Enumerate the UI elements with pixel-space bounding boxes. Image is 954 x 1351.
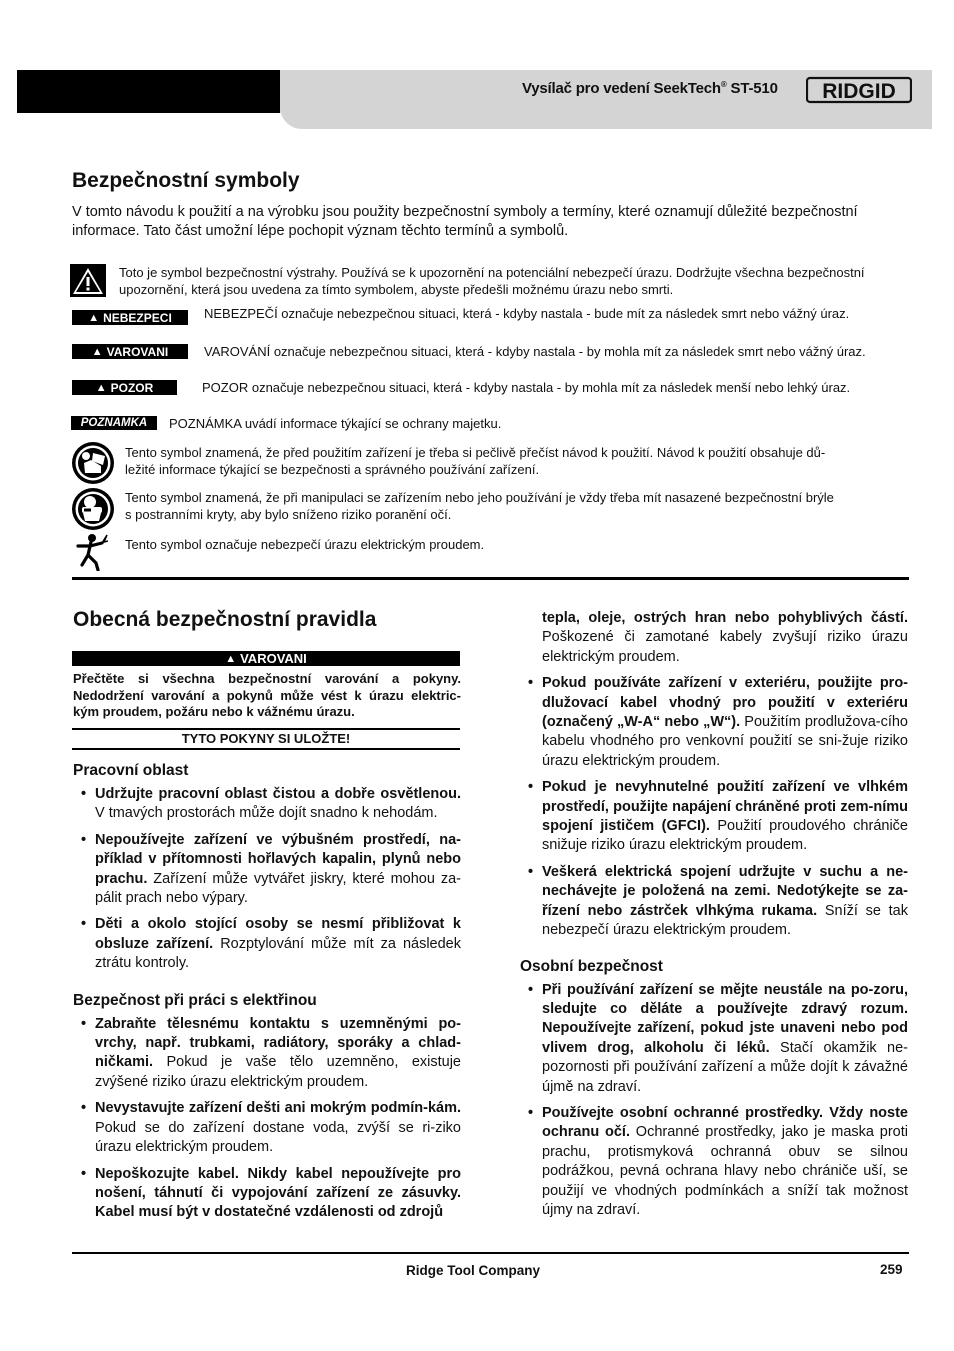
manual-description: Tento symbol znamená, že před použitím zařízení je třeba si pečlivě přečíst návod k použití. Návod k použití obsahuje dů- ležité informace týkající se bezpečnosti a správného používání zařízení. [125,445,826,477]
footer-company: Ridge Tool Company [406,1263,540,1278]
electric-shock-icon [72,533,108,576]
personal-safety-heading: Osobní bezpečnost [520,957,663,975]
section-title-symbols: Bezpečnostní symboly [72,169,300,192]
section-divider [72,577,909,580]
header-title: Vysílač pro vedení SeekTech® ST-510 [522,80,778,97]
intro-line-1: V tomto návodu k použití a na výrobku jsou použity bezpečnostní symboly a termíny, které oznamují důležité bezpečnostní [72,204,858,220]
warning-triangle-icon: ▲ [225,652,237,665]
list-item: • Nepoškozujte kabel. Nikdy kabel nepoužívejte pro nošení, táhnutí či vypojování zařízení ze zásuvky. Kabel musí být v dostatečné vzdálenosti od zdrojů [73,1165,461,1223]
personal-safety-list [520,981,908,1221]
warning-signal-label: ▲ VAROVANI [72,344,188,359]
right-column [520,609,908,1220]
keep-rule-top [72,728,460,730]
logo-text: RIDGID [822,80,896,103]
page-number: 259 [880,1262,903,1277]
warning-triangle-icon: ▲ [91,345,103,358]
danger-signal-label: ▲ NEBEZPECI [72,310,188,325]
header-black-bar [17,70,280,113]
glasses-description: Tento symbol znamená, že při manipulaci se zařízením nebo jeho používání je vždy třeba mít nasazené bezpečnostní brýle s postranními kryty, aby bylo sníženo riziko poranění očí. [125,490,834,522]
shock-description: Tento symbol označuje nebezpečí úrazu elektrickým proudem. [125,537,485,552]
list-item: • Zabraňte tělesnému kontaktu s uzemněnými po-vrchy, např. trubkami, radiátory, sporáky a chlad-ničkami. Pokud je vaše tělo uzemněno, existuje zvýšené riziko úrazu elektrickým proudem. [73,1015,461,1093]
eye-protection-icon [71,487,115,536]
notice-signal-label: POZNAMKA [71,416,157,430]
caution-signal-label: ▲ POZOR [72,380,177,395]
list-item: • Pokud je nevyhnutelné použití zařízení ve vlhkém prostředí, použijte napájení chráněné proti zem-nímu spojení jističem (GFCI). Použití proudového chrániče snižuje riziko úrazu elektrickým proudem. [520,778,908,856]
warning-triangle-icon: ▲ [88,311,100,324]
danger-description: NEBEZPEČÍ označuje nebezpečnou situaci, která - kdyby nastala - bude mít za následek smrt nebo vážný úraz. [204,306,850,321]
list-item: • Při používání zařízení se mějte neustále na po-zoru, sledujte co děláte a používejte zdravý rozum. Nepoužívejte zařízení, pokud jste unaveni nebo pod vlivem drog, alkoholu či léků. Stačí okamžik ne-pozornosti při používání zařízení a může dojít k závažné újmě na zdraví. [520,981,908,1097]
read-manual-icon [71,441,115,490]
keep-instructions-label: TYTO POKYNY SI ULOŽTE! [181,731,351,746]
list-item: • Používejte osobní ochranné prostředky. Vždy noste ochranu očí. Ochranné prostředky, jako je maska proti prachu, protismyková ochranná obuv se silnou podrážkou, pevná ochrana hlavy nebo chrániče uší, se použijí ve vhodných podmínkách a sníží tak možnost újmy na zdraví. [520,1104,908,1220]
list-item: • Děti a okolo stojící osoby se nesmí přibližovat k obsluze zařízení. Rozptylování může mít za následek ztrátu kontroly. [73,915,461,973]
footer-rule [72,1252,909,1254]
electrical-continuation: tepla, oleje, ostrých hran nebo pohyblivých částí. Poškozené či zamotané kabely zvyšují riziko úrazu elektrickým proudem. [542,610,908,665]
list-item: • Nevystavujte zařízení dešti ani mokrým podmín-kám. Pokud se do zařízení dostane voda, zvýší se ri-ziko úrazu elektrickým proudem. [73,1099,461,1157]
left-column [73,762,461,1223]
list-item: • Udržujte pracovní oblast čistou a dobře osvětlenou. V tmavých prostorách může dojít snadno k nehodám. [73,785,461,824]
notice-description: POZNÁMKA uvádí informace týkající se ochrany majetku. [169,416,502,431]
intro-line-2: informace. Tato část umožní lépe pochopit význam těchto termínů a symbolů. [72,223,569,239]
list-item: • Nepoužívejte zařízení ve výbušném prostředí, na-příklad v přítomnosti hořlavých kapalin, plynů nebo prachu. Zařízení může vytvářet jiskry, které mohou za-pálit prach nebo výpary. [73,831,461,909]
electrical-list [73,1015,461,1223]
alert-description: Toto je symbol bezpečnostní výstrahy. Používá se k upozornění na potenciální nebezpečí úrazu. Dodržujte všechna bezpečnostní upozornění, která jsou uvedena za tímto symbolem, abyste předešli možnému úrazu nebo smrti. [119,265,865,297]
general-warning-text: Přečtěte si všechna bezpečnostní varování a pokyny. Nedodržení varování a pokynů může vést k úrazu elektric- kým proudem, požáru nebo k vážnému úrazu. [73,671,461,719]
warning-triangle-icon: ▲ [95,381,107,394]
electrical-list-continued [520,674,908,940]
general-warning-label: ▲ VAROVANI [72,651,460,666]
safety-alert-icon [70,264,106,302]
work-area-list [73,785,461,974]
list-item: • Veškerá elektrická spojení udržujte v suchu a ne-nechávejte je položená na zemi. Nedotýkejte se za-řízení nebo zástrček vlhkýma rukama. Sníží se tak nebezpečí úrazu elektrickým proudem. [520,863,908,941]
intro-paragraph [72,203,912,241]
list-item: • Pokud používáte zařízení v exteriéru, použijte pro-dlužovací kabel vhodný pro použití v exteriéru (označený „W-A“ nebo „W“). Použitím prodlužova-cího kabelu vhodného pro venkovní použití se sni-žuje riziko úrazu elektrickým proudem. [520,674,908,771]
caution-description: POZOR označuje nebezpečnou situaci, která - kdyby nastala - by mohla mít za následek menší nebo lehký úraz. [202,380,851,395]
keep-rule-bottom [72,748,460,750]
ridgid-logo [806,76,912,109]
section-title-general-rules: Obecná bezpečnostní pravidla [73,608,377,631]
warning-description: VAROVÁNÍ označuje nebezpečnou situaci, která - kdyby nastala - by mohla mít za následek smrt nebo vážný úraz. [204,344,866,359]
electrical-heading: Bezpečnost při práci s elektřinou [73,991,317,1009]
work-area-heading: Pracovní oblast [73,762,189,779]
